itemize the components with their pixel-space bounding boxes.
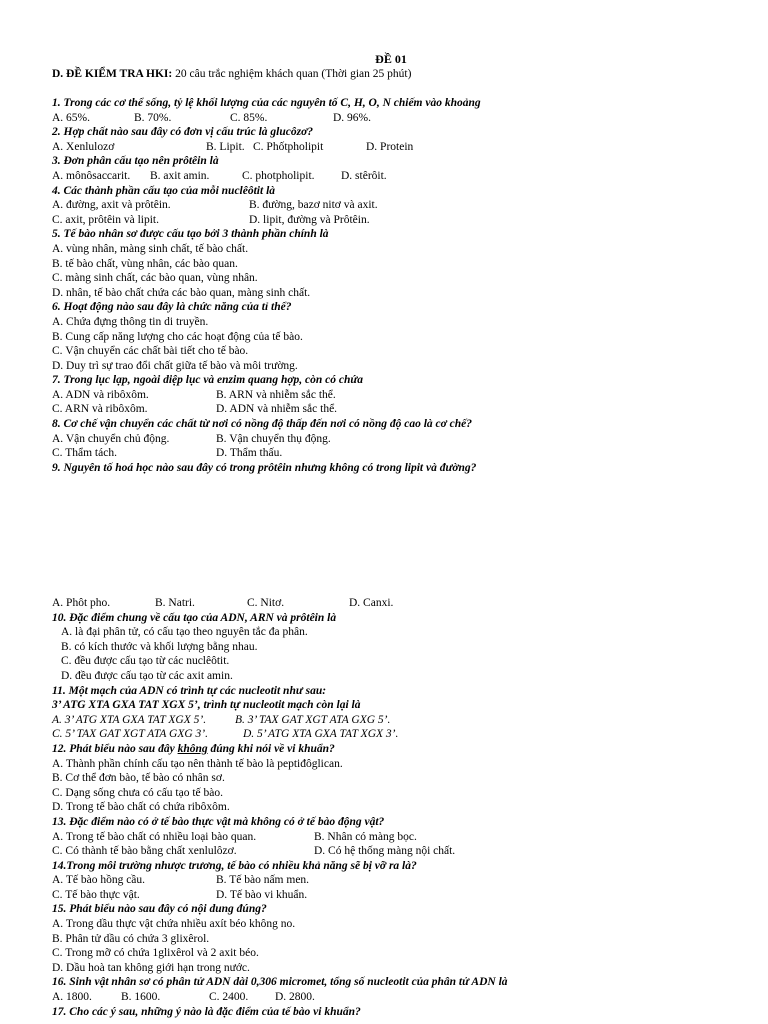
answer-d: D. Có hệ thống màng nội chất. <box>314 845 456 858</box>
section-description: 20 câu trắc nghiệm khách quan (Thời gian 25 phút) <box>172 68 412 80</box>
answer-d: D. ADN và nhiễm sắc thể. <box>216 403 338 416</box>
answers-q3 <box>52 169 742 184</box>
answer-a: A. là đại phân tử, có cấu tạo theo nguyên tắc đa phân. <box>61 626 308 639</box>
answer-c: C. Tế bào thực vật. <box>52 888 140 901</box>
answer-d: D. Thẩm thấu. <box>216 447 283 460</box>
answer-c: C. Trong mỡ có chứa 1glixêrol và 2 axit béo. <box>52 947 259 960</box>
answers-q8-row2 <box>52 446 742 461</box>
question-12 <box>52 742 742 757</box>
answer-c: C. 5’ TAX GAT XGT ATA GXG 3’. <box>52 728 209 741</box>
question-11-sequence: 3’ ATG XTA GXA TAT XGX 5’, trình tự nucleotit mạch còn lại là <box>52 699 361 712</box>
answers-q14-row2 <box>52 888 742 903</box>
answer-b: B. ARN và nhiễm sắc thể. <box>216 388 336 401</box>
answer-b: B. Tế bào nấm men. <box>216 874 310 887</box>
question-14: 14.Trong môi trường nhược trương, tế bào có nhiều khả năng sẽ bị vỡ ra là? <box>52 859 417 872</box>
answer-d: D. Tế bào vi khuẩn. <box>216 888 308 901</box>
answer-a: A. Vận chuyển chủ động. <box>52 432 170 445</box>
answer-b: B. có kích thước và khối lượng bằng nhau. <box>61 640 258 653</box>
answer-a: A. Phôt pho. <box>52 597 111 609</box>
answer-d: D. Protein <box>366 140 414 153</box>
answer-d: D. 96%. <box>333 111 372 124</box>
question-7: 7. Trong lục lạp, ngoài diệp lục và enzim quang hợp, còn có chứa <box>52 374 364 387</box>
answer-a: A. Xenlulozơ <box>52 140 115 153</box>
answer-d: D. Duy trì sự trao đổi chất giữa tế bào và môi trường. <box>52 359 298 372</box>
answer-c: C. 2400. <box>209 991 249 1004</box>
answers-q2 <box>52 140 742 155</box>
answer-b: B. Cung cấp năng lượng cho các hoạt động của tế bào. <box>52 330 303 343</box>
question-3: 3. Đơn phân cấu tạo nên prôtêin là <box>52 155 219 168</box>
answer-c: C. 85%. <box>230 111 268 124</box>
answer-d: D. 2800. <box>275 991 315 1004</box>
answers-q11-row2 <box>52 727 742 742</box>
answers-q16 <box>52 990 742 1005</box>
answer-a: A. 3’ ATG XTA GXA TAT XGX 5’. <box>52 713 207 726</box>
question-2: 2. Hợp chất nào sau đây có đơn vị cấu trúc là glucôzơ? <box>52 126 313 139</box>
answer-b: B. Phân tử dầu có chứa 3 glixêrol. <box>52 932 210 945</box>
answer-b: B. Nhân có màng bọc. <box>314 830 417 843</box>
answers-q4-row1 <box>52 198 742 213</box>
answer-d: D. nhân, tế bào chất chứa các bào quan, màng sinh chất. <box>52 286 311 299</box>
answer-a: A. Chứa đựng thông tin di truyền. <box>52 315 209 328</box>
answer-a: A. Thành phần chính cấu tạo nên thành tế bào là peptiđôglican. <box>52 757 343 770</box>
answer-b: B. Vận chuyển thụ động. <box>216 432 331 445</box>
answers-q9 <box>52 596 742 611</box>
answer-c: C. Phốtpholipit <box>253 140 324 153</box>
question-16: 16. Sinh vật nhân sơ có phân tử ADN dài 0,306 micromet, tổng số nucleotit của phân tử ADN là <box>52 976 508 989</box>
answer-b: B. tế bào chất, vùng nhân, các bào quan. <box>52 257 238 270</box>
answer-a: A. 1800. <box>52 991 92 1004</box>
answer-d: D. stêrôit. <box>341 169 387 182</box>
question-9: 9. Nguyên tố hoá học nào sau đây có trong prôtêin nhưng không có trong lipit và đường? <box>52 461 477 474</box>
answer-b: B. 3’ TAX GAT XGT ATA GXG 5’. <box>235 713 391 726</box>
question-17: 17. Cho các ý sau, những ý nào là đặc điểm của tế bào vi khuẩn? <box>52 1005 361 1018</box>
question-10: 10. Đặc điểm chung về cấu tạo của ADN, ARN và prôtêin là <box>52 611 337 624</box>
question-8: 8. Cơ chế vận chuyển các chất từ nơi có nồng độ thấp đến nơi có nồng độ cao là cơ chế? <box>52 418 473 431</box>
answer-b: B. axit amin. <box>150 169 210 182</box>
answers-q7-row1 <box>52 388 742 403</box>
answers-q8-row1 <box>52 432 742 447</box>
question-11: 11. Một mạch của ADN có trình tự các nucleotit như sau: <box>52 684 327 697</box>
answer-c: C. màng sinh chất, các bào quan, vùng nhân. <box>52 272 258 285</box>
answer-c: C. Nitơ. <box>247 597 285 609</box>
answer-b: B. 1600. <box>121 991 161 1004</box>
answers-q1 <box>52 111 742 126</box>
answer-b: B. Lipit. <box>206 140 245 153</box>
question-12-emphasis: không <box>177 742 208 755</box>
answer-d: D. đều được cấu tạo từ các axit amin. <box>61 669 233 682</box>
questions-1-9 <box>52 96 742 475</box>
answer-d: D. Canxi. <box>349 597 394 609</box>
answer-b: B. 70%. <box>134 111 172 124</box>
answers-q14-row1 <box>52 873 742 888</box>
answers-q13-row2 <box>52 844 742 859</box>
answers-q13-row1 <box>52 830 742 845</box>
answer-a: A. Trong dầu thực vật chứa nhiều axít béo không no. <box>52 918 296 931</box>
answer-d: D. lipit, đường và Prôtêin. <box>249 213 370 226</box>
answer-a: A. Tế bào hồng cầu. <box>52 874 146 887</box>
answer-c: C. Có thành tế bào bằng chất xenlulôzơ. <box>52 845 237 858</box>
answer-d: D. 5’ ATG XTA GXA TAT XGX 3’. <box>243 728 399 741</box>
answer-a: A. vùng nhân, màng sinh chất, tế bào chất. <box>52 242 249 255</box>
answer-a: A. ADN và ribôxôm. <box>52 388 149 401</box>
answers-q4-row2 <box>52 213 742 228</box>
question-12-text: 12. Phát biểu nào sau đây <box>52 742 178 755</box>
answer-d: D. Dầu hoà tan không giới hạn trong nước. <box>52 961 250 974</box>
question-1: 1. Trong các cơ thể sống, tỷ lệ khối lượng của các nguyên tố C, H, O, N chiếm vào khoảng <box>52 97 481 109</box>
question-15: 15. Phát biểu nào sau đây có nội dung đúng? <box>52 903 267 916</box>
questions-9-17 <box>52 596 742 1019</box>
answer-c: C. Dạng sống chưa có cấu tạo tế bào. <box>52 786 224 799</box>
question-13: 13. Đặc điểm nào có ở tế bào thực vật mà không có ở tế bào động vật? <box>52 815 385 828</box>
answer-b: B. đường, bazơ nitơ và axit. <box>249 199 378 212</box>
answer-a: A. Trong tế bào chất có nhiều loại bào quan. <box>52 830 257 843</box>
answer-a: A. mônôsaccarit. <box>52 169 131 182</box>
question-4: 4. Các thành phần cấu tạo của mỗi nuclêôtit là <box>52 184 276 197</box>
answer-c: C. photpholipit. <box>242 169 315 182</box>
answer-a: A. 65%. <box>52 111 91 124</box>
answers-q11-row1 <box>52 713 742 728</box>
exam-title: ĐỀ 01 <box>375 52 407 66</box>
answer-b: B. Cơ thể đơn bào, tế bào có nhân sơ. <box>52 772 225 785</box>
answer-c: C. Thẩm tách. <box>52 447 117 460</box>
answer-c: C. axit, prôtêin và lipit. <box>52 213 159 226</box>
question-12-text-end: đúng khi nói về vi khuẩn? <box>207 742 335 755</box>
question-6: 6. Hoạt động nào sau đây là chức năng của tỉ thể? <box>52 301 292 314</box>
exam-section-heading <box>52 67 411 82</box>
section-label: D. ĐỀ KIỂM TRA HKI: <box>52 68 173 80</box>
answer-c: C. Vận chuyển các chất bài tiết cho tế bào. <box>52 345 249 358</box>
answer-d: D. Trong tế bào chất có chứa ribôxôm. <box>52 801 230 814</box>
answer-a: A. đường, axit và prôtêin. <box>52 199 171 212</box>
answer-c: C. đều được cấu tạo từ các nuclêôtit. <box>61 655 230 668</box>
question-5: 5. Tế bào nhân sơ được cấu tạo bởi 3 thành phần chính là <box>52 228 329 241</box>
answers-q7-row2 <box>52 402 742 417</box>
answer-c: C. ARN và ribôxôm. <box>52 403 148 416</box>
answer-b: B. Natri. <box>155 597 195 609</box>
